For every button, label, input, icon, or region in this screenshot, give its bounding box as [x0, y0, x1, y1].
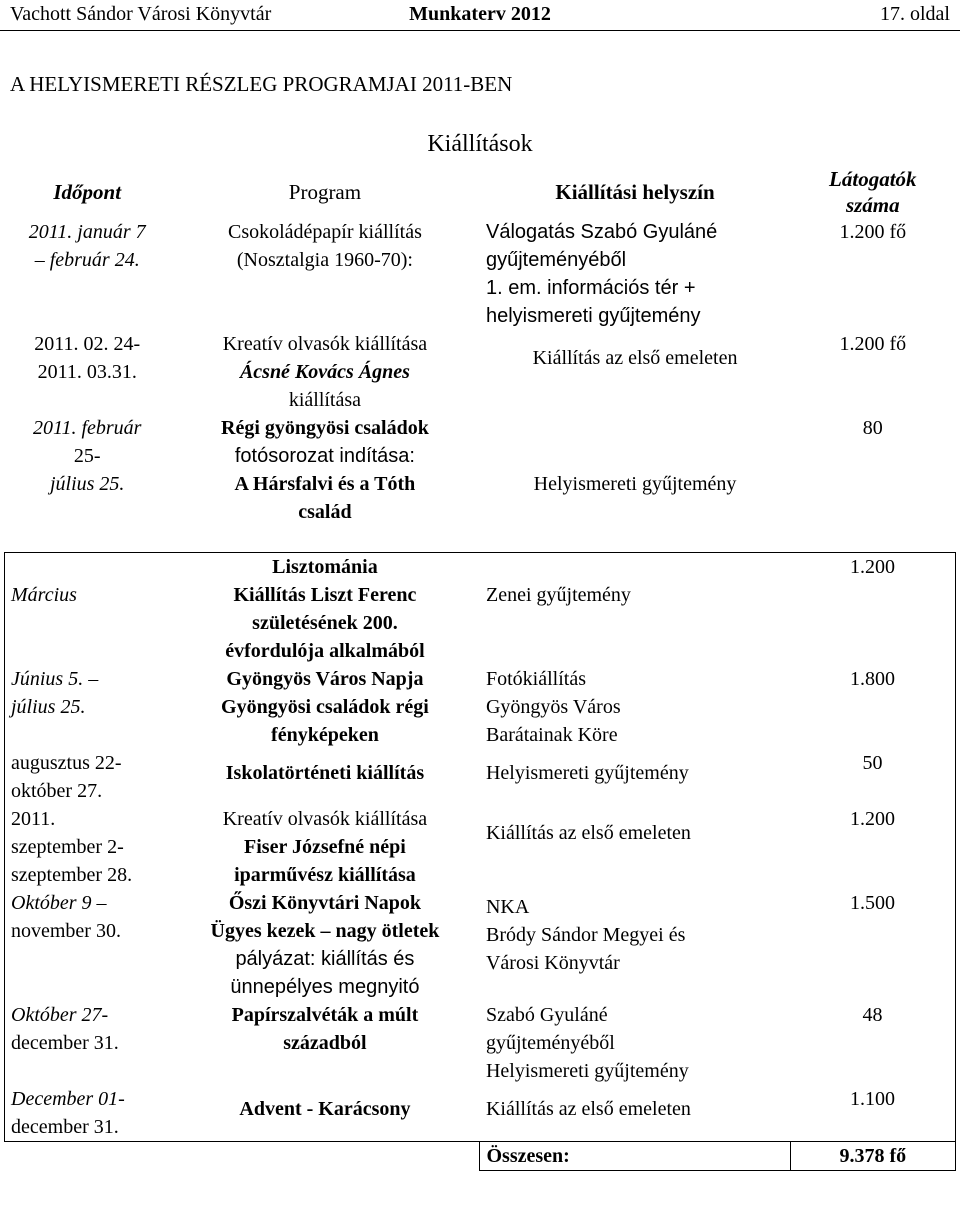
cell-line: századból — [283, 1032, 367, 1054]
cell-line: Helyismereti gyűjtemény — [533, 473, 737, 495]
table-row — [5, 889, 956, 1001]
venue-cell — [480, 1085, 790, 1142]
venue-cell — [480, 749, 790, 805]
program-cell — [170, 665, 480, 749]
cell-line: december 31. — [11, 1116, 119, 1138]
cell-line: Ügyes kezek – nagy ötletek — [210, 920, 440, 942]
cell-line: Zenei gyűjtemény — [485, 584, 631, 606]
page-header — [0, 0, 960, 31]
cell-line: Régi gyöngyösi családok — [221, 417, 429, 439]
cell-line: helyismereti gyűjtemény — [485, 305, 701, 327]
col-visitors-header — [790, 166, 955, 218]
time-cell — [5, 1085, 170, 1142]
header-page: 17. oldal — [880, 3, 950, 25]
cell-line: NKA — [485, 896, 530, 918]
block-2011-early — [5, 218, 956, 526]
cell-line: pályázat: kiállítás és — [235, 948, 415, 970]
cell-line: Kiállítás az első emeleten — [485, 822, 691, 844]
time-cell — [5, 665, 170, 749]
time-cell — [5, 1001, 170, 1085]
time-cell — [5, 553, 170, 666]
visitors-cell: 1.500 — [850, 892, 896, 914]
cell-line: szeptember 28. — [11, 864, 133, 886]
table-row — [5, 553, 956, 666]
time-cell — [5, 218, 170, 330]
cell-line: – február 24. — [34, 249, 140, 271]
cell-line: 2011. február — [32, 417, 142, 439]
venue-cell — [480, 330, 790, 414]
cell-line: Kreatív olvasók kiállítása — [222, 808, 428, 830]
section-subtitle: Kiállítások — [427, 131, 533, 157]
cell-line: november 30. — [11, 920, 121, 942]
header-library: Vachott Sándor Városi Könyvtár — [10, 3, 272, 25]
cell-line: 2011. 02. 24- — [34, 333, 141, 355]
venue-cell — [480, 553, 790, 666]
cell-line: Barátainak Köre — [485, 724, 618, 746]
program-cell — [170, 553, 480, 666]
total-label: Összesen: — [480, 1142, 790, 1171]
cell-line: kiállítása — [288, 389, 362, 411]
program-cell — [170, 218, 480, 330]
venue-cell — [480, 1001, 790, 1085]
cell-line: Kreatív olvasók kiállítása — [222, 333, 428, 355]
cell-line: Kiállítás Liszt Ferenc — [233, 584, 417, 606]
cell-line: Bródy Sándor Megyei és — [485, 924, 686, 946]
cell-line: október 27. — [11, 780, 103, 802]
visitors-cell: 48 — [862, 1004, 883, 1026]
cell-line: gyűjteményéből — [485, 1032, 615, 1054]
table-row — [5, 805, 956, 889]
cell-line: Helyismereti gyűjtemény — [485, 1060, 689, 1082]
cell-line: 2011. január 7 — [28, 221, 146, 243]
visitors-header-line1: Látogatók — [829, 167, 917, 191]
visitors-cell: 1.100 — [850, 1088, 896, 1110]
cell-line: 25- — [73, 445, 101, 467]
col-program-header: Program — [288, 180, 362, 204]
table-header-row — [5, 166, 956, 218]
visitors-cell: 1.200 — [850, 808, 896, 830]
cell-line: Gyöngyös Város — [485, 696, 621, 718]
cell-line: Őszi Könyvtári Napok — [228, 892, 422, 914]
header-center: Munkaterv 2012 — [409, 3, 551, 25]
cell-line: 1. em. információs tér + — [485, 277, 696, 299]
cell-line: december 31. — [11, 1032, 119, 1054]
program-cell — [170, 889, 480, 1001]
visitors-cell: 50 — [862, 752, 883, 774]
visitors-cell: 1.200 — [850, 556, 896, 578]
cell-line: Szabó Gyuláné — [485, 1004, 608, 1026]
cell-line: Kiállítás az első emeleten — [532, 347, 738, 369]
total-row — [5, 1142, 956, 1171]
block-gap — [5, 526, 956, 553]
cell-line: 2011. — [11, 808, 56, 830]
cell-line: évfordulója alkalmából — [225, 640, 425, 662]
visitors-header-line2: száma — [845, 193, 900, 217]
cell-line: Ácsné Kovács Ágnes — [239, 361, 410, 383]
exhibitions-table — [4, 166, 956, 1171]
table-row — [5, 1001, 956, 1085]
cell-line: (Nosztalgia 1960-70): — [236, 249, 413, 271]
section-title: A HELYISMERETI RÉSZLEG PROGRAMJAI 2011-BEN — [10, 72, 513, 96]
table-row — [5, 1085, 956, 1142]
time-cell — [5, 749, 170, 805]
cell-line: fotósorozat indítása: — [234, 445, 415, 467]
table-row — [5, 218, 956, 330]
table-row — [5, 414, 956, 526]
time-cell — [5, 414, 170, 526]
program-cell — [170, 330, 480, 414]
cell-line: Október 9 – — [11, 892, 107, 914]
program-cell — [170, 749, 480, 805]
cell-line: július 25. — [49, 473, 125, 495]
cell-line: Iskolatörténeti kiállítás — [225, 762, 425, 784]
program-cell — [170, 1085, 480, 1142]
venue-cell — [480, 414, 790, 526]
cell-line: Fiser Józsefné népi — [244, 836, 406, 858]
table-row — [5, 665, 956, 749]
program-cell — [170, 1001, 480, 1085]
time-cell — [5, 889, 170, 1001]
cell-line: család — [298, 501, 352, 523]
col-venue-header: Kiállítási helyszín — [555, 180, 715, 204]
visitors-cell: 1.800 — [850, 668, 896, 690]
visitors-cell: 80 — [862, 417, 883, 439]
venue-cell — [480, 218, 790, 330]
cell-line: 2011. 03.31. — [37, 361, 137, 383]
cell-line: augusztus 22- — [11, 752, 122, 774]
time-cell — [5, 330, 170, 414]
cell-line: Lisztománia — [272, 556, 378, 578]
cell-line: Június 5. – — [11, 668, 99, 690]
cell-line: Gyöngyösi családok régi — [221, 696, 429, 718]
cell-line: Városi Könyvtár — [485, 952, 620, 974]
cell-line: December 01- — [11, 1088, 125, 1110]
cell-line: születésének 200. — [252, 612, 398, 634]
cell-line: Papírszalvéták a múlt — [231, 1004, 419, 1026]
cell-line: Fotókiállítás — [485, 668, 586, 690]
cell-line: fényképeken — [271, 724, 379, 746]
visitors-cell: 1.200 fő — [839, 221, 907, 243]
block-2011-later — [5, 553, 956, 1142]
cell-line: július 25. — [11, 696, 86, 718]
time-cell — [5, 805, 170, 889]
cell-line: Csokoládépapír kiállítás — [228, 221, 422, 243]
venue-cell — [480, 805, 790, 889]
cell-line: Kiállítás az első emeleten — [485, 1098, 691, 1120]
cell-line: ünnepélyes megnyitó — [230, 976, 420, 998]
visitors-cell: 1.200 fő — [839, 333, 907, 355]
cell-line: Helyismereti gyűjtemény — [485, 762, 689, 784]
col-time-header: Időpont — [53, 180, 122, 204]
cell-line: Válogatás Szabó Gyuláné — [485, 221, 718, 243]
cell-line: gyűjteményéből — [485, 249, 627, 271]
cell-line: Gyöngyös Város Napja — [226, 668, 424, 690]
cell-line: szeptember 2- — [11, 836, 124, 858]
cell-line: Március — [11, 584, 77, 606]
cell-line: Advent - Karácsony — [239, 1098, 411, 1120]
program-cell — [170, 805, 480, 889]
cell-line: A Hársfalvi és a Tóth — [234, 473, 416, 495]
cell-line: iparművész kiállítása — [234, 864, 416, 886]
table-row — [5, 749, 956, 805]
program-cell — [170, 414, 480, 526]
table-row — [5, 330, 956, 414]
total-value: 9.378 fő — [790, 1142, 955, 1171]
venue-cell — [480, 889, 790, 1001]
venue-cell — [480, 665, 790, 749]
cell-line: Október 27- — [11, 1004, 109, 1026]
